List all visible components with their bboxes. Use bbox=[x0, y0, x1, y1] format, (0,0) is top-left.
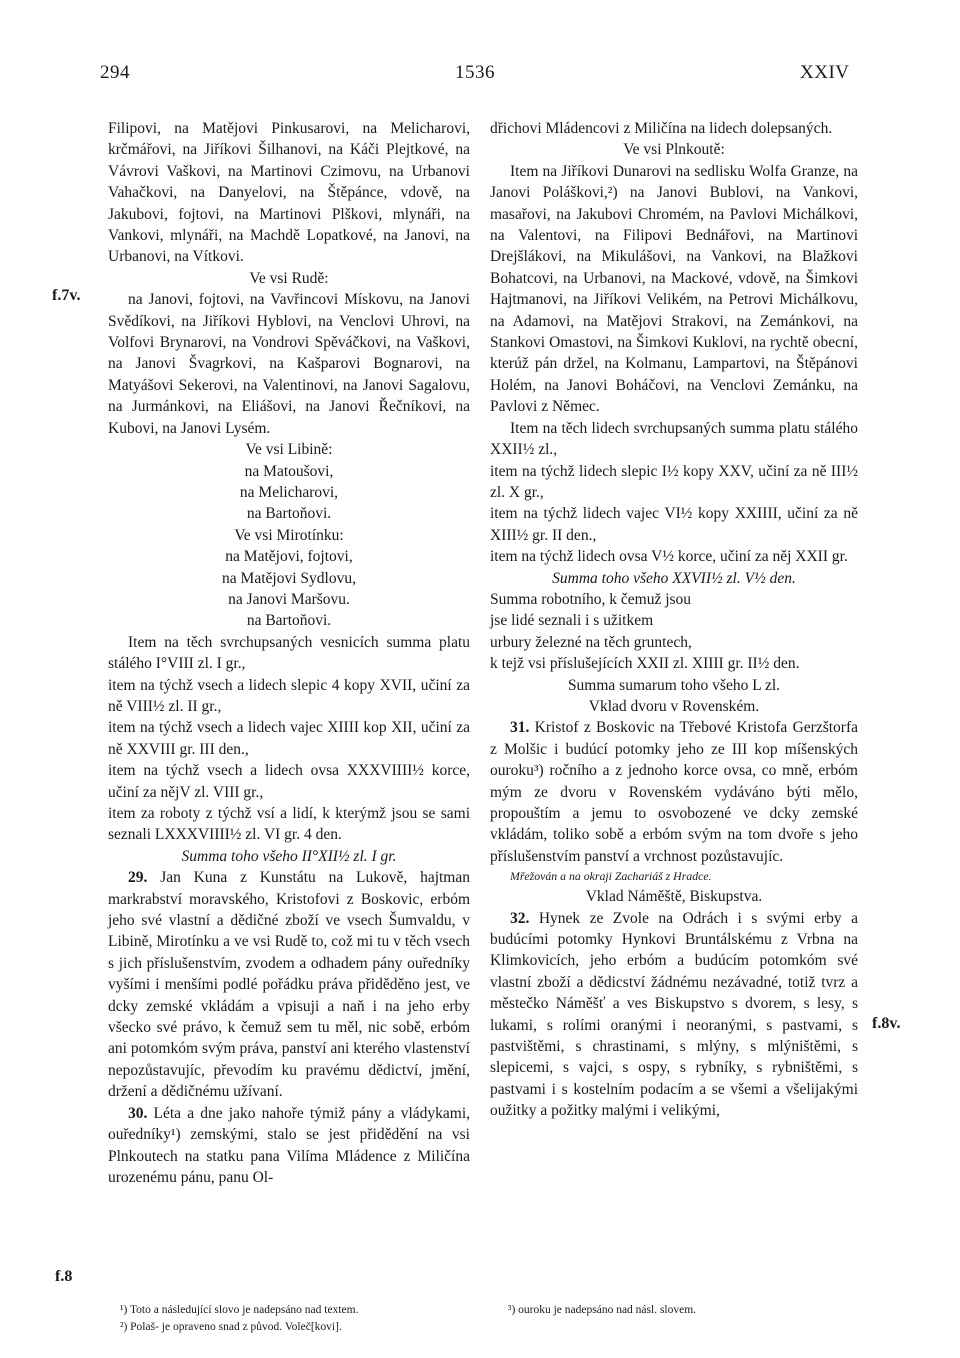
entry-32 bbox=[490, 908, 858, 1122]
entry-number: 31. bbox=[510, 719, 530, 737]
village-heading: Ve vsi Libině: bbox=[245, 441, 333, 459]
entry-note: Mřežován a na okraji Zachariáš z Hradce. bbox=[510, 869, 712, 884]
payment-line: item na týchž lidech ovsa V½ korce, učiní za něj XXII gr. bbox=[490, 548, 848, 566]
list-item: na Janovi Maršovu. bbox=[228, 590, 350, 608]
footnotes-right bbox=[508, 1302, 848, 1319]
margin-note-f8v: f.8v. bbox=[872, 1015, 901, 1032]
payment-line: item na týchž vsech a lidech vajec XIIII kop XII, učiní za ně XXVIII gr. III den., bbox=[108, 719, 470, 758]
sum-total: Summa toho všeho XXVII½ zl. V½ den. bbox=[552, 569, 796, 587]
section-heading: Vklad dvoru v Rovenském. bbox=[588, 697, 760, 715]
section-heading: Vklad Náměště, Biskupstva. bbox=[585, 888, 763, 906]
payment-line: Item na těch lidech svrchupsaných summa platu stálého XXII½ zl., bbox=[490, 419, 858, 459]
entry-29 bbox=[108, 867, 470, 1102]
village-heading: Ve vsi Rudě: bbox=[249, 269, 329, 287]
robot-line: Summa robotního, k čemuž jsou bbox=[490, 590, 692, 608]
list-item: na Bartoňovi. bbox=[246, 505, 332, 523]
margin-note-f8: f.8 bbox=[55, 1268, 73, 1285]
payment-line: item na týchž vsech a lidech ovsa XXXVIIII½ korce, učiní za nějV zl. VIII gr., bbox=[108, 762, 470, 801]
village-heading: Ve vsi Mirotínku: bbox=[234, 526, 344, 544]
year-header: 1536 bbox=[455, 62, 495, 83]
left-column bbox=[108, 118, 470, 1188]
list-item: na Bartoňovi. bbox=[246, 612, 332, 630]
entry-31 bbox=[490, 717, 858, 867]
summa-sumarum: Summa sumarum toho všeho L zl. bbox=[567, 676, 781, 694]
entry-text: Léta a dne jako nahoře týmiž pány a vládykami, ouředníky¹) zemskými, stalo se jest přidědění na vsi Plnkoutech na statku pana Vilíma Mládence z Miličína urozenému pánu, panu Ol- bbox=[108, 1104, 471, 1186]
left-paragraph: Filipovi, na Matějovi Pinkusarovi, na Melicharovi, krčmářovi, na Jiříkovi Šilhanovi, na Káči Plejtkové, na Vávrovi Vaškovi, na Martinovi Czimovu, na Urbanovi Vahačkovi, na Danyelovi, na Štěpánce, vdově, na Jakubovi, fojtovi, na Martinovi Plškovi, mlynáři, na Vankovi, mlynáři, na Machdě Lopatkové, na Janovi, na Urbanovi, na Vítkovi. bbox=[108, 120, 470, 266]
footnotes-left bbox=[120, 1302, 480, 1335]
page-number: 294 bbox=[100, 62, 130, 83]
entry-number: 30. bbox=[128, 1104, 148, 1122]
entry-text: Jan Kuna z Kunstátu na Lukově, hajtman markrabství moravského, Kristofovi z Boskovic, erbóm jeho své vlastní a dědičné zboží ve vsech Šumvaldu, v Libině, Mirotínku a ve vsi Rudě to, což mi tu v těch vsech s jich příslušenstvím, zvodem a odhadem pány ouředníky vyšími i menšími podlé pořádku práva přiděděno jest, ve dcky zemské vkládám a vpisuji a naň i na jeho erby všecko své právo, k čemuž sem tu měl, nic sobě, erbóm ani potomkóm svým práva, panství ani kterého vlastenství nepozůstavujíc, převodím ku pravému dědictví, jmění, držení a dědičnému užívaní. bbox=[108, 869, 470, 1101]
margin-note-f7v: f.7v. bbox=[52, 287, 81, 304]
list-item: na Matoušovi, bbox=[244, 462, 334, 480]
entry-number: 29. bbox=[128, 869, 148, 887]
entry-text: Kristof z Boskovic na Třebové Kristofa Gerzštorfa z Molšic i budúcí potomky jeho ze III kop míšenských ouroku³) ročního a z jednoho korce ovsa, co mně, erbóm mým ze dvoru v Rovenském vydáváno býti mělo, propouštím a jemu to osvobozené ve dcky zemské vkládám, toliko sobě a erbóm svým na tom dvoře s jeho příslušenstvím panství a vrchnost pozůstavujíc. bbox=[490, 719, 858, 865]
robot-line: k tejž vsi příslušejících XXII zl. XIIII gr. II½ den. bbox=[490, 655, 800, 673]
payment-line: item na týchž lidech slepic I½ kopy XXV, učiní za ně III½ zl. X gr., bbox=[490, 462, 858, 501]
section-number: XXIV bbox=[800, 62, 850, 83]
list-item: na Matějovi Sydlovu, bbox=[222, 569, 356, 587]
payment-line: Item na těch svrchupsaných vesnicích summa platu stálého I°VIII zl. I gr., bbox=[108, 633, 470, 673]
village-list: na Janovi, fojtovi, na Vavřincovi Mískovu, na Janovi Svědíkovi, na Jiříkovi Hyblovi, na Venclovi Uhrovi, na Volfovi Brynarovi, na Vondrovi Spěváčkovi, na Vaškovi, na Janovi Švagrkovi, na Kašparovi Bognarovi, na Matyášovi Sekerovi, na Valentinovi, na Janovi Sagalovu, na Jurmánkovi, na Eliášovi, na Janovi Řečníkovi, na Kubovi, na Janovi Lysém. bbox=[108, 291, 470, 437]
list-item: na Matějovi, fojtovi, bbox=[225, 548, 353, 566]
entry-number: 32. bbox=[510, 909, 530, 927]
entry-text: Hynek ze Zvole na Odrách i s svými erby a budúcími potomky Hynkovi Bruntálskému z Vrbna na Klimkovicích, jeho erbóm a budúcím potomkóm své vlastní zboží a dědicství žádnému nezávadné, totiž tvrz a městečko Náměšť a ves Biskupstvo s dvorem, s lesy, s lukami, s rolími oranými i neoranými, s pastvami, s pastvištěmi, s chrastinami, s mlýny, s mlýništěmi, s slepicemi, s vajci, s ospy, s rybníky, s rybništěmi, s pastvami i s kostelním podacím a se všemi a všelijakými oužitky a požitky malými i velikými, bbox=[490, 909, 858, 1120]
payment-line: item na týchž vsech a lidech slepic 4 kopy XVII, učiní za ně VIII½ zl. II gr., bbox=[108, 676, 470, 715]
entry-30 bbox=[108, 1103, 470, 1189]
list-item: na Melicharovi, bbox=[239, 483, 339, 501]
right-paragraph: dřichovi Mládencovi z Miličína na lidech dolepsaných. bbox=[490, 120, 833, 137]
robot-line: urbury železné na těch gruntech, bbox=[490, 633, 692, 651]
village-list: Item na Jiříkovi Dunarovi na sedlisku Wolfa Granze, na Janovi Poláškovi,²) na Janovi Bublovi, na Vankovi, masařovi, na Jakubovi Chromém, na Pavlovi Michálkovi, na Valentovi, na Filipovi Bednářovi, na Martinovi Drejšlákovi, na Mikulášovi, na Vankovi, na Blažkovi Bohatcovi, na Urbanovi, na Mackové, vdově, na Šimkovi Hajtmanovi, na Jiříkovi Velikém, na Petrovi Michálkovu, na Adamovi, na Matějovi Strakovi, na Zemánkovi, na Stankovi Omastovi, na Šimkovi Kuklovi, na rychtě obecní, kterúž pán držel, na Kolmanu, Lampartovi, na Štěpánovi Holém, na Janovi Boháčovi, na Venclovi Zemánku, na Pavlovi z Němec. bbox=[490, 162, 858, 416]
robot-line: jse lidé seznali i s užitkem bbox=[490, 612, 654, 630]
payment-line: item za roboty z týchž vsí a lidí, k kterýmž jsou se sami seznali LXXXVIIII½ zl. VI gr. 4 den. bbox=[108, 805, 470, 844]
payment-line: item na týchž lidech vajec VI½ kopy XXIIII, učiní za ně XIII½ gr. II den., bbox=[490, 505, 858, 544]
village-heading: Ve vsi Plnkoutě: bbox=[623, 141, 725, 159]
right-column bbox=[490, 118, 858, 1122]
sum-total: Summa toho všeho II°XII½ zl. I gr. bbox=[181, 847, 397, 865]
footnote: ³) ouroku je nadepsáno nad násl. slovem. bbox=[508, 1304, 697, 1316]
footnote: ²) Polaš- je opraveno snad z původ. Voleč[kovi]. bbox=[120, 1320, 342, 1333]
footnote: ¹) Toto a následující slovo je nadepsáno nad textem. bbox=[120, 1304, 359, 1316]
